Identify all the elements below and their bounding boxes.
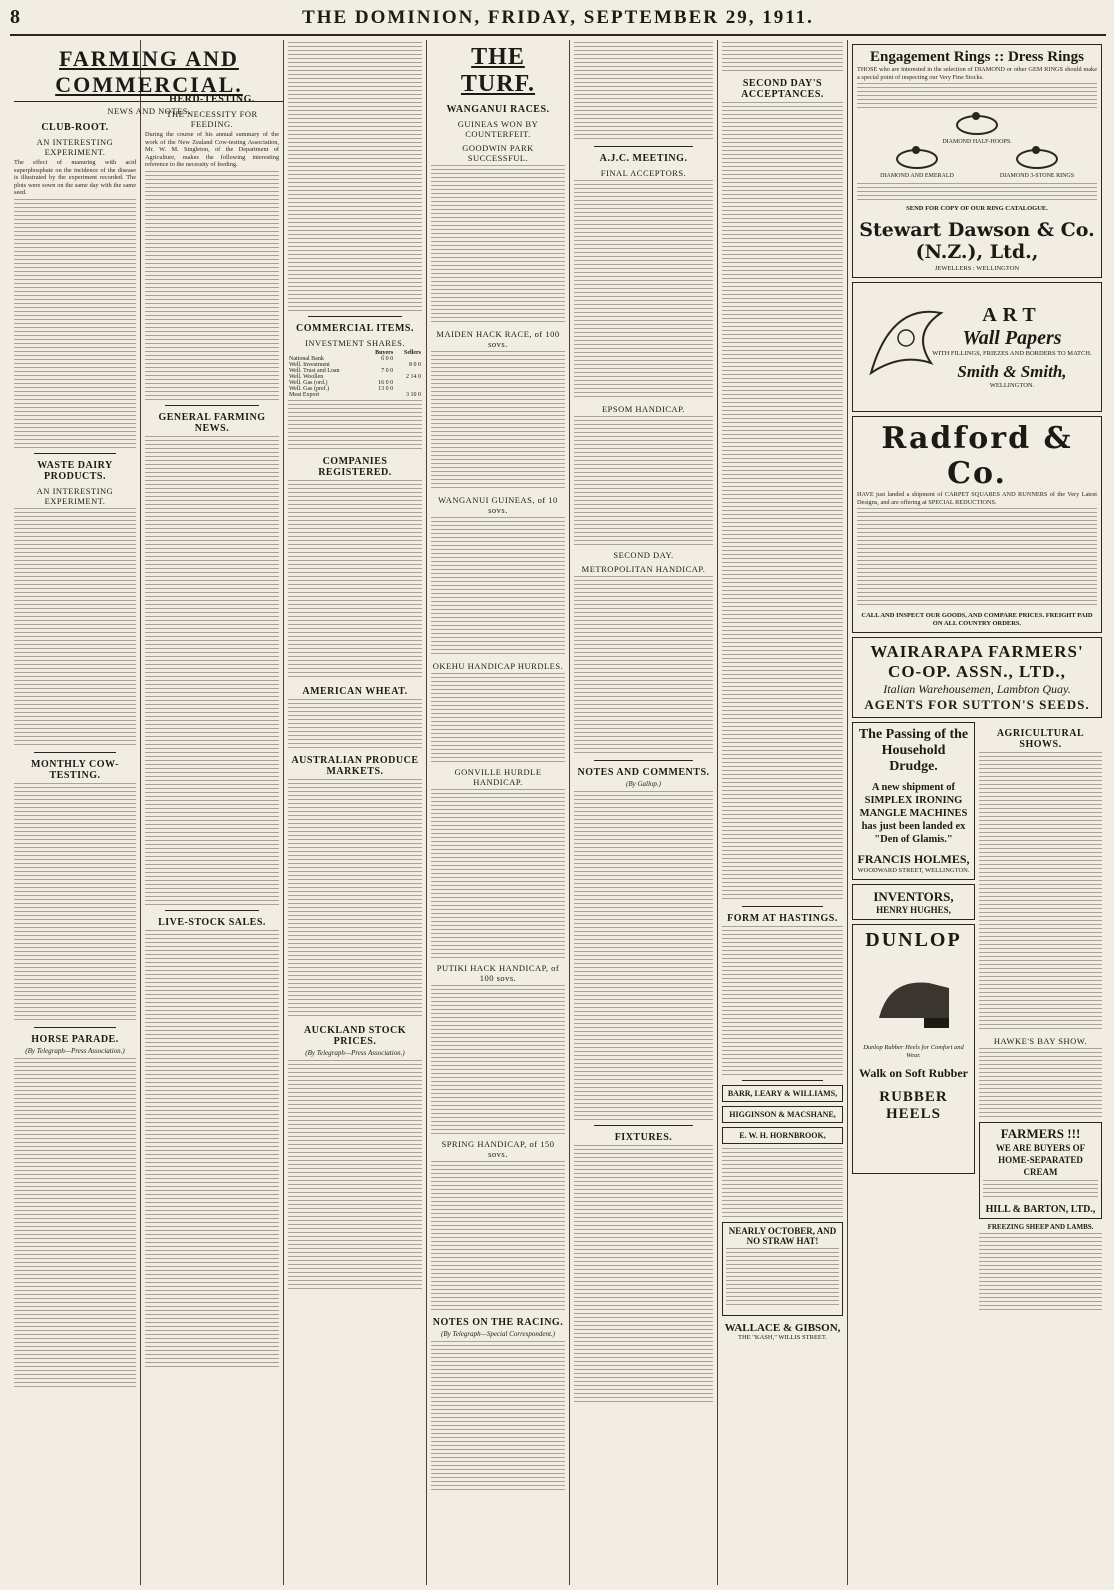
dunlop-heels-ad: DUNLOP Dunlop Rubber Heels for Comfort and Wear. Walk on Soft Rubber RUBBER HEELS — [852, 924, 975, 1174]
column-3 — [284, 40, 427, 1585]
table-row: Well. Gas (pref.) 13 0 0 — [289, 386, 394, 392]
agricultural-shows-heading: AGRICULTURAL SHOWS. — [996, 728, 1085, 751]
send-catalogue: SEND FOR COPY OF OUR RING CATALOGUE. — [906, 205, 1048, 213]
metropolitan-heading: METROPOLITAN HANDICAP. — [581, 564, 706, 574]
hawkes-bay-heading: HAWKE'S BAY SHOW. — [993, 1036, 1088, 1047]
turf-heading: THE TURF. — [460, 44, 536, 97]
table-row: Well. Trust and Loan 7 0 0 — [289, 368, 394, 374]
article-text-block — [574, 180, 713, 400]
table-row: National Bank 6 0 0 — [289, 356, 394, 362]
article-text-block — [722, 42, 843, 72]
farming-banner: FARMING AND COMMERCIAL. — [14, 46, 284, 102]
article-text-block — [431, 673, 565, 763]
table-row: Well. Investment 8 0 0 — [289, 362, 421, 368]
waste-dairy-subheading: AN INTERESTING EXPERIMENT. — [36, 485, 114, 506]
article-text-block — [979, 1048, 1102, 1118]
goodwin-heading: GOODWIN PARK SUCCESSFUL. — [462, 143, 534, 163]
form-hastings-heading: FORM AT HASTINGS. — [727, 913, 838, 924]
ornament-icon — [861, 293, 951, 383]
article-text-block — [431, 351, 565, 491]
article-text-block — [574, 42, 713, 142]
herd-testing-text: During the course of his annual summary of the work of the New Zealand Cow-testing Association, Mr. W. M. Singleton, of the Department of Agriculture, makes the following interesting reference to the necessity of feeding. — [145, 131, 279, 169]
barr-leary-ad: BARR, LEARY & WILLIAMS, — [722, 1085, 843, 1102]
article-text-block — [288, 1060, 422, 1290]
stewart-dawson-name: Stewart Dawson & Co. (N.Z.), Ltd., — [859, 219, 1095, 264]
article-text-block — [14, 1058, 136, 1388]
american-wheat-heading: AMERICAN WHEAT. — [302, 686, 408, 697]
club-root-subheading: AN INTERESTING EXPERIMENT. — [36, 137, 114, 157]
ring-image — [1016, 149, 1058, 169]
general-farming-heading: GENERAL FARMING NEWS. — [158, 411, 266, 434]
table-row: Well. Woollen 2 14 0 — [289, 374, 421, 380]
spring-handicap-heading: SPRING HANDICAP, of 150 sovs. — [441, 1139, 555, 1159]
okehu-heading: OKEHU HANDICAP HURDLES. — [432, 661, 564, 671]
article-text-block — [574, 1145, 713, 1405]
article-text-block — [288, 779, 422, 1019]
companies-registered-heading: COMPANIES REGISTERED. — [318, 456, 392, 478]
article-text-block — [431, 985, 565, 1135]
notes-racing-heading: NOTES ON THE RACING. — [432, 1317, 564, 1328]
inventors-ad: INVENTORS, HENRY HUGHES, — [852, 884, 975, 920]
horse-parade-source: (By Telegraph—Press Association.) — [25, 1046, 125, 1055]
final-acceptors-heading: FINAL ACCEPTORS. — [600, 168, 687, 178]
guineas-heading: GUINEAS WON BY COUNTERFEIT. — [457, 119, 539, 139]
article-text-block — [431, 517, 565, 657]
masthead — [10, 6, 1106, 36]
commercial-items-heading: COMMERCIAL ITEMS. — [296, 323, 414, 334]
engagement-rings-ad: Engagement Rings :: Dress Rings THOSE who are interested in the selection of DIAMOND or other GEM RINGS should make a special point of inspecting our Very Fine Stocks. DIAMOND HALF-HOOPS. DIAMOND AND EMERALD DIAMOND 3-STONE RINGS SEND FOR COPY OF OUR RING CATALOGUE. Stewart Dawson & Co. (N.Z.), Ltd., JEWELLERS : WELLINGTON — [852, 44, 1102, 278]
stewart-dawson-sub: JEWELLERS : WELLINGTON — [934, 265, 1020, 273]
column-7-ads: Engagement Rings :: Dress Rings THOSE who are interested in the selection of DIAMOND or other GEM RINGS should make a special point of inspecting our Very Fine Stocks. DIAMOND HALF-HOOPS. DIAMOND AND EMERALD DIAMOND 3-STONE RINGS SEND FOR COPY OF OUR RING CATALOGUE. Stewart Dawson & Co. (N.Z.), Ltd., JEWELLERS : WELLINGTON ART Wall Papers WITH FILLINGS, FRIEZES AND BORDERS TO MATCH. Smith & Smith, WELLINGTON. Radford & Co. HAVE just landed a shipment of CARPET SQUARES AND RUNNERS of the Very Latest Designs, and are offering at SPECIAL REDUCTIONS. CALL AND INSPECT OUR GOODS, AND COMPARE PRICES. FREIGHT PAID ON ALL COUNTRY ORDERS. WAIRARAPA FARMERS' CO-OP. ASSN., LTD., Italian Warehousemen, Lambton Quay. AGENTS FOR SUTTON'S SEEDS. The Passing of the Household Drudge. A new shipment of SIMPLEX IRONING MANGLE MACHINES has just been landed ex "Den of Glamis." FRANCIS HOLMES, WOODWARD STREET, WELLINGTON. INVENTORS, HENRY HUGHES, DUNLOP Dunlop Rubber Heels for Comfort and Wear. Walk on Soft Rubber RUBBER HEELS AGRICULTURAL SHOWS. HAWKE'S BAY SHOW. FARMERS !!! WE ARE BUYERS OF HOME-SEPARATED CREAM HILL & BARTON, LTD., FREEZING SHEEP AND LAMBS. — [848, 40, 1106, 1585]
article-text-block — [979, 1233, 1102, 1313]
auckland-stock-source: (By Telegraph—Press Association.) — [305, 1049, 405, 1057]
gonville-heading: GONVILLE HURDLE HANDICAP. — [454, 767, 542, 787]
epsom-heading: EPSOM HANDICAP. — [601, 404, 686, 414]
article-text-block — [722, 1148, 843, 1218]
article-text-block — [722, 102, 843, 902]
radford-title: Radford & Co. — [881, 421, 1073, 492]
article-text-block — [14, 783, 136, 1023]
wallace-gibson-name: WALLACE & GIBSON, — [724, 1322, 841, 1334]
wallace-gibson-address: THE "KASH," WILLIS STREET. — [737, 1334, 828, 1341]
wanganui-races-heading: WANGANUI RACES. — [446, 104, 550, 115]
radford-ad: Radford & Co. HAVE just landed a shipment of CARPET SQUARES AND RUNNERS of the Very Latest Designs, and are offering at SPECIAL REDUCTIONS. CALL AND INSPECT OUR GOODS, AND COMPARE PRICES. FREIGHT PAID ON ALL COUNTRY ORDERS. — [852, 416, 1102, 633]
article-text-block — [979, 752, 1102, 1032]
engagement-rings-text: THOSE who are interested in the selection of DIAMOND or other GEM RINGS should make a special point of inspecting our Very Fine Stocks. — [857, 66, 1097, 81]
straw-hat-ad: NEARLY OCTOBER, AND NO STRAW HAT! — [722, 1222, 843, 1316]
ring-image — [896, 149, 938, 169]
putiki-heading: PUTIKI HACK HANDICAP, of 100 sovs. — [436, 963, 560, 983]
ajc-meeting-heading: A.J.C. MEETING. — [599, 153, 688, 164]
notes-racing-source: (By Telegraph—Special Correspondent.) — [441, 1330, 555, 1338]
fixtures-heading: FIXTURES. — [614, 1132, 673, 1143]
horse-parade-heading: HORSE PARADE. — [31, 1033, 119, 1045]
column-2 — [141, 40, 284, 1585]
article-text-block — [145, 930, 279, 1370]
columns — [10, 40, 1106, 1585]
article-text-block — [431, 1161, 565, 1311]
column-6 — [718, 40, 848, 1585]
art-wall-papers-ad: ART Wall Papers WITH FILLINGS, FRIEZES AND BORDERS TO MATCH. Smith & Smith, WELLINGTON. — [852, 282, 1102, 412]
club-root-text: The effect of manuring with acid superphosphate on the incidence of the disease is illustrated by the experiment recorded. The plots were sown on the same day with the same seed. — [14, 159, 136, 197]
article-text-block — [288, 699, 422, 749]
investment-shares-heading: INVESTMENT SHARES. — [305, 338, 405, 348]
ring-image — [956, 115, 998, 135]
live-stock-heading: LIVE-STOCK SALES. — [158, 916, 266, 928]
australian-markets-heading: AUSTRALIAN PRODUCE MARKETS. — [291, 755, 419, 777]
column-4 — [427, 40, 570, 1585]
newspaper-title: THE DOMINION, FRIDAY, SEPTEMBER 29, 1911. — [302, 7, 814, 28]
second-day-heading: SECOND DAY. — [613, 550, 674, 560]
share-table: Buyers Sellers National Bank 6 0 0 Well. Investment 8 0 0 Well. Trust and Loan 7 0 0 Well. Woollen 2 14 0 Well. Gas (ord.) 16 0 0 Well. Gas (pref.) 13 0 0 Meat Export 3 10 0 — [289, 350, 421, 398]
waste-dairy-heading: WASTE DAIRY PRODUCTS. — [37, 459, 113, 482]
article-text-block — [288, 42, 422, 312]
farmers-ad: FARMERS !!! WE ARE BUYERS OF HOME-SEPARATED CREAM HILL & BARTON, LTD., — [979, 1122, 1102, 1219]
club-root-heading: CLUB-ROOT. — [41, 122, 109, 133]
news-notes-heading: NEWS AND NOTES. — [107, 106, 191, 116]
simplex-mangle-ad: The Passing of the Household Drudge. A new shipment of SIMPLEX IRONING MANGLE MACHINES has just been landed ex "Den of Glamis." FRANCIS HOLMES, WOODWARD STREET, WELLINGTON. — [852, 722, 975, 880]
table-row: Meat Export 3 10 0 — [289, 392, 421, 398]
article-text-block — [288, 480, 422, 680]
article-text-block — [431, 789, 565, 959]
article-text-block — [574, 416, 713, 546]
wanganui-guineas-heading: WANGANUI GUINEAS, of 10 sovs. — [438, 495, 558, 515]
article-text-block — [145, 171, 279, 401]
article-text-block — [14, 508, 136, 748]
hornbrook-ad: E. W. H. HORNBROOK, — [722, 1127, 843, 1144]
column-5 — [570, 40, 718, 1585]
higginson-ad: HIGGINSON & MACSHANE, — [722, 1106, 843, 1123]
monthly-cow-testing-heading: MONTHLY COW-TESTING. — [31, 758, 119, 781]
herd-testing-subheading: THE NECESSITY FOR FEEDING. — [166, 109, 258, 129]
herd-testing-heading: HERD-TESTING. — [169, 94, 255, 105]
table-row: Well. Gas (ord.) 16 0 0 — [289, 380, 394, 386]
article-text-block — [574, 576, 713, 756]
article-text-block — [288, 400, 422, 450]
page-number: 8 — [10, 6, 20, 28]
wairarapa-ad: WAIRARAPA FARMERS' CO-OP. ASSN., LTD., Italian Warehousemen, Lambton Quay. AGENTS FOR SUTTON'S SEEDS. — [852, 637, 1102, 718]
second-acceptances-heading: SECOND DAY'S ACCEPTANCES. — [741, 78, 824, 100]
auckland-stock-heading: AUCKLAND STOCK PRICES. — [303, 1025, 407, 1047]
article-text-block — [722, 926, 843, 1076]
article-text-block — [574, 791, 713, 1121]
engagement-rings-title: Engagement Rings :: Dress Rings — [870, 49, 1084, 65]
article-text-block — [145, 436, 279, 906]
notes-comments-byline: (By Gallop.) — [626, 780, 661, 788]
article-text-block — [431, 165, 565, 325]
shoe-heel-icon — [869, 958, 959, 1038]
article-text-block — [14, 199, 136, 449]
article-text-block — [431, 1341, 565, 1491]
notes-comments-heading: NOTES AND COMMENTS. — [577, 767, 710, 778]
maiden-hack-heading: MAIDEN HACK RACE, of 100 sovs. — [436, 329, 560, 349]
